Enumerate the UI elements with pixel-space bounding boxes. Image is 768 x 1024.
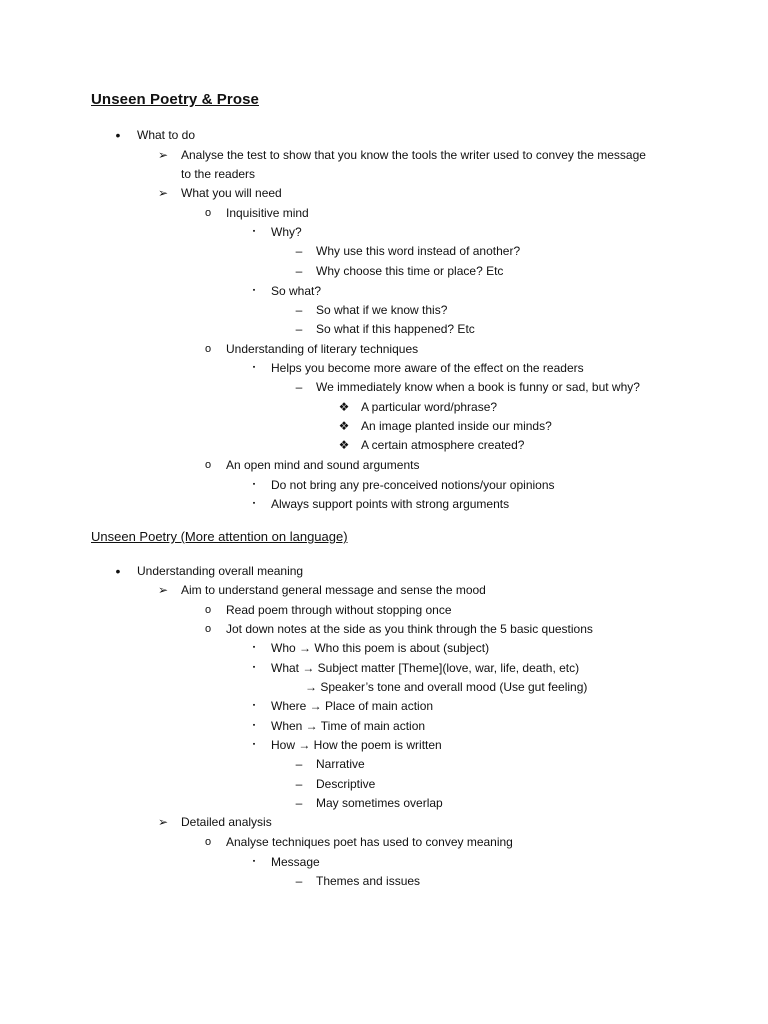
circle-bullet-icon: o [204,836,212,848]
dash-bullet-icon: – [295,380,303,394]
list-item: Why? [271,225,302,239]
circle-bullet-icon: o [204,604,212,616]
square-bullet-icon: ▪ [252,664,256,671]
disc-bullet-icon: • [115,127,121,143]
list-item: Understanding of literary techniques [226,342,419,356]
list-item: Why choose this time or place? Etc [316,264,504,278]
arrow-bullet-icon: ➢ [157,815,169,829]
list-item: We immediately know when a book is funny or sad, but why? [316,380,640,394]
list-item: How → How the poem is written [271,738,442,752]
list-item: A particular word/phrase? [361,400,498,414]
list-item: So what if we know this? [316,303,448,317]
list-item: A certain atmosphere created? [361,438,525,452]
square-bullet-icon: ▪ [252,481,256,488]
square-bullet-icon: ▪ [252,228,256,235]
list-item-continuation: to the readers [181,167,256,181]
square-bullet-icon: ▪ [252,500,256,507]
list-item: Aim to understand general message and sense the mood [181,583,486,597]
list-item: What → Subject matter [Theme](love, war, life, death, etc) [271,661,580,675]
list-item: Inquisitive mind [226,206,309,220]
diamond-bullet-icon: ❖ [338,419,350,433]
diamond-bullet-icon: ❖ [338,400,350,414]
square-bullet-icon: ▪ [252,644,256,651]
circle-bullet-icon: o [204,343,212,355]
arrow-bullet-icon: ➢ [157,186,169,200]
square-bullet-icon: ▪ [252,722,256,729]
circle-bullet-icon: o [204,207,212,219]
list-item: Themes and issues [316,874,421,888]
list-item: When → Time of main action [271,719,426,733]
square-bullet-icon: ▪ [252,702,256,709]
circle-bullet-icon: o [204,459,212,471]
list-item: Why use this word instead of another? [316,244,521,258]
list-item: What you will need [181,186,282,200]
dash-bullet-icon: – [295,757,303,771]
list-item: So what if this happened? Etc [316,322,475,336]
dash-bullet-icon: – [295,796,303,810]
list-item: Jot down notes at the side as you think through the 5 basic questions [226,622,593,636]
square-bullet-icon: ▪ [252,287,256,294]
diamond-bullet-icon: ❖ [338,438,350,452]
dash-bullet-icon: – [295,777,303,791]
dash-bullet-icon: – [295,322,303,336]
list-item: May sometimes overlap [316,796,443,810]
dash-bullet-icon: – [295,264,303,278]
list-item: Where → Place of main action [271,699,434,713]
dash-bullet-icon: – [295,244,303,258]
dash-bullet-icon: – [295,874,303,888]
arrow-bullet-icon: ➢ [157,148,169,162]
list-item: Message [271,855,320,869]
list-item: Always support points with strong arguments [271,497,510,511]
square-bullet-icon: ▪ [252,741,256,748]
square-bullet-icon: ▪ [252,858,256,865]
list-item: An open mind and sound arguments [226,458,420,472]
list-item: So what? [271,284,322,298]
square-bullet-icon: ▪ [252,364,256,371]
list-item: Analyse techniques poet has used to convey meaning [226,835,513,849]
list-item: Read poem through without stopping once [226,603,452,617]
section-heading: Unseen Poetry (More attention on language) [91,529,348,544]
arrow-bullet-icon: ➢ [157,583,169,597]
list-item: An image planted inside our minds? [361,419,552,433]
list-item: Detailed analysis [181,815,272,829]
list-item: Who → Who this poem is about (subject) [271,641,490,655]
list-item: Helps you become more aware of the effect on the readers [271,361,584,375]
circle-bullet-icon: o [204,623,212,635]
document-title: Unseen Poetry & Prose [91,91,259,108]
list-item: Do not bring any pre-conceived notions/your opinions [271,478,555,492]
list-item: Understanding overall meaning [137,564,304,578]
list-item: Descriptive [316,777,376,791]
list-item-continuation: → Speaker’s tone and overall mood (Use gut feeling) [305,680,588,694]
list-item: Analyse the test to show that you know the tools the writer used to convey the message [181,148,646,162]
dash-bullet-icon: – [295,303,303,317]
disc-bullet-icon: • [115,563,121,579]
list-item: Narrative [316,757,365,771]
list-item: What to do [137,128,196,142]
